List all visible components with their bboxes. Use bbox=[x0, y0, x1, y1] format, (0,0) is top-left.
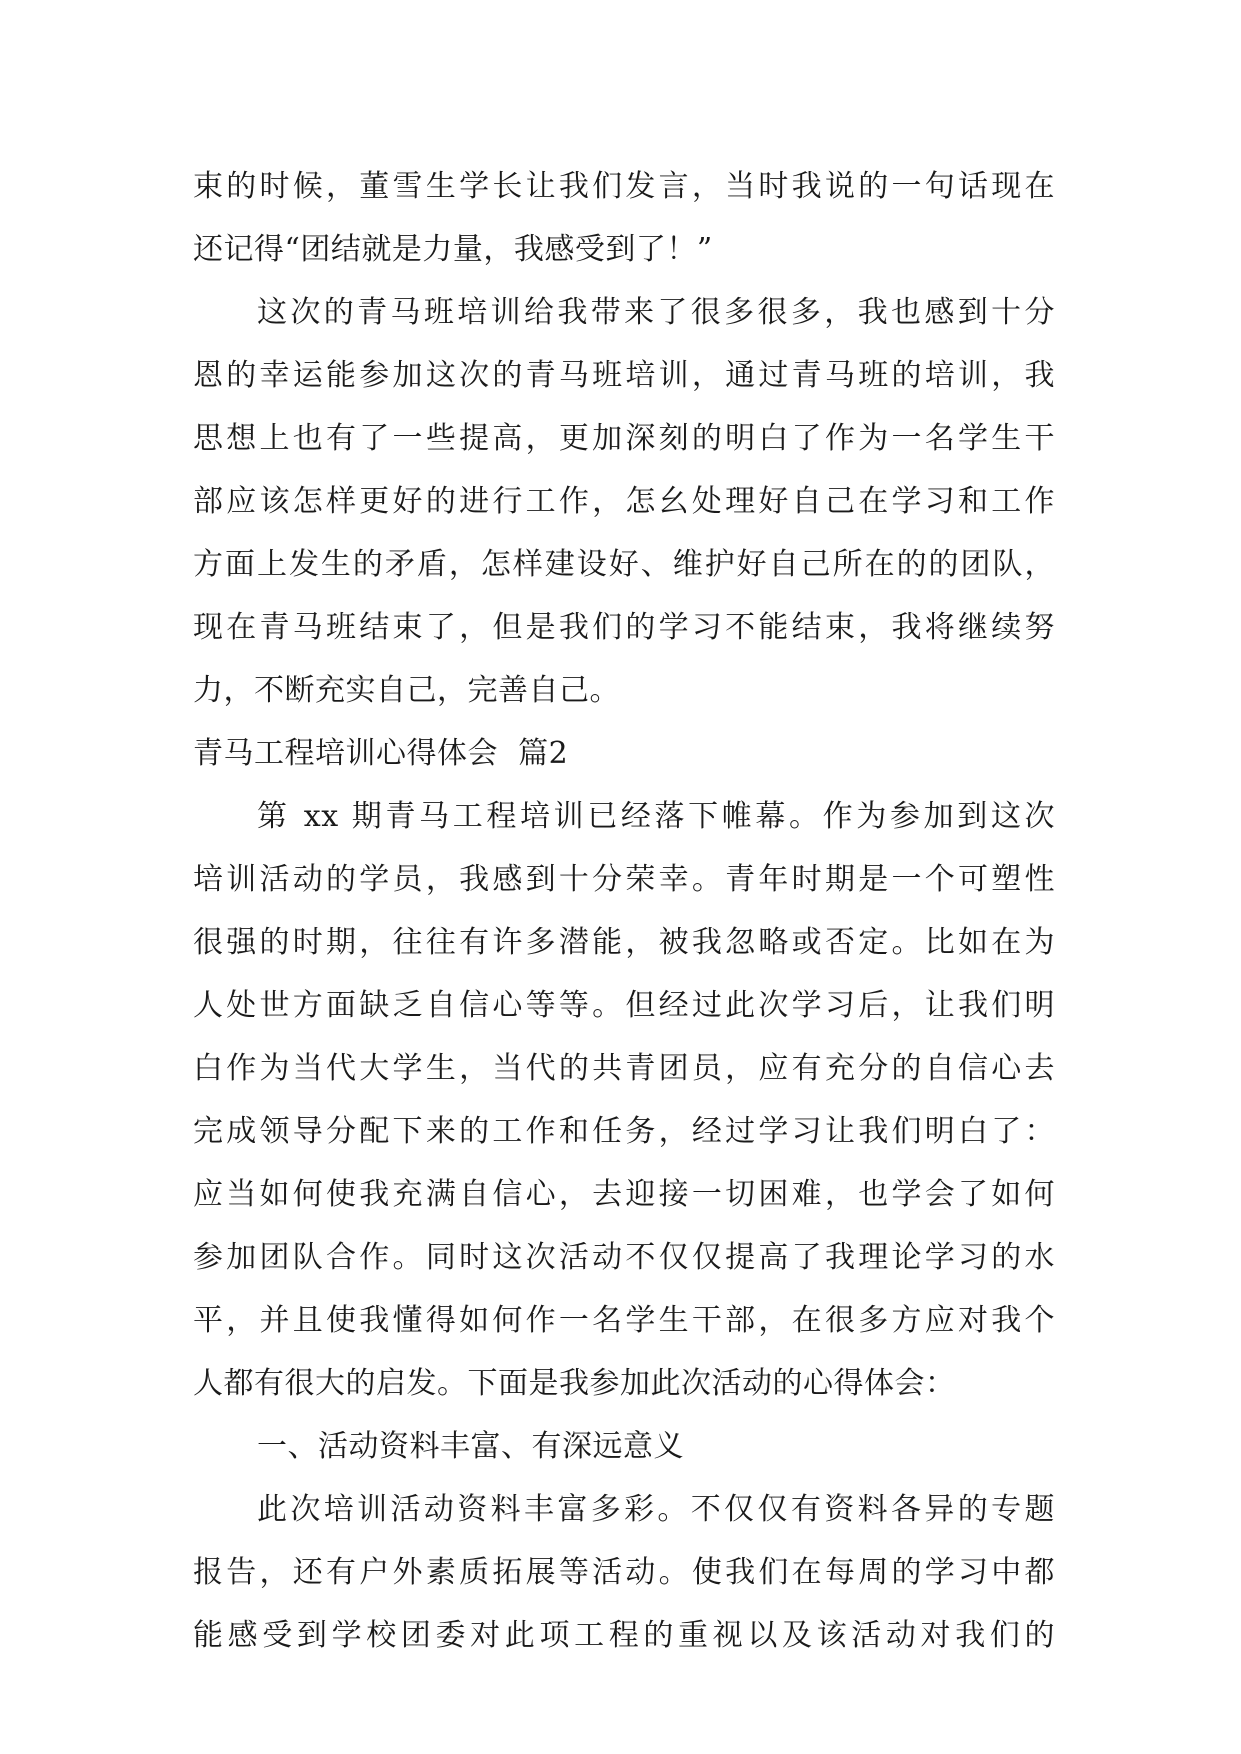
text-line: 完成领导分配下来的工作和任务，经过学习让我们明白了： bbox=[193, 1114, 1055, 1149]
text-line: 培训活动的学员，我感到十分荣幸。青年时期是一个可塑性 bbox=[193, 862, 1055, 897]
text-line: 人处世方面缺乏自信心等等。但经过此次学习后，让我们明 bbox=[193, 988, 1055, 1023]
paragraph-intro bbox=[193, 785, 1055, 1415]
text-line: 第 xx 期青马工程培训已经落下帷幕。作为参加到这次 bbox=[257, 799, 1055, 834]
text-line: 能感受到学校团委对此项工程的重视以及该活动对我们的 bbox=[193, 1618, 1055, 1653]
text-line: 力，不断充实自己，完善自己。 bbox=[193, 673, 620, 708]
continuation-paragraph bbox=[193, 155, 1055, 281]
text-line: 思想上也有了一些提高，更加深刻的明白了作为一名学生干 bbox=[193, 421, 1055, 456]
subheading: 一、活动资料丰富、有深远意义 bbox=[257, 1429, 684, 1464]
text-line: 平，并且使我懂得如何作一名学生干部，在很多方应对我个 bbox=[193, 1303, 1055, 1338]
text-line: 部应该怎样更好的进行工作，怎幺处理好自己在学习和工作 bbox=[193, 484, 1055, 519]
text-line: 现在青马班结束了，但是我们的学习不能结束，我将继续努 bbox=[193, 610, 1055, 645]
text-line: 白作为当代大学生，当代的共青团员，应有充分的自信心去 bbox=[193, 1051, 1055, 1086]
text-line: 束的时候，董雪生学长让我们发言，当时我说的一句话现在 bbox=[193, 169, 1055, 204]
text-line: 报告，还有户外素质拓展等活动。使我们在每周的学习中都 bbox=[193, 1555, 1055, 1590]
text-line: 人都有很大的启发。下面是我参加此次活动的心得体会： bbox=[193, 1366, 956, 1401]
text-line: 此次培训活动资料丰富多彩。不仅仅有资料各异的专题 bbox=[257, 1492, 1055, 1527]
text-line: 参加团队合作。同时这次活动不仅仅提高了我理论学习的水 bbox=[193, 1240, 1055, 1275]
text-line: 还记得“团结就是力量，我感受到了！” bbox=[193, 232, 713, 267]
text-line: 这次的青马班培训给我带来了很多很多，我也感到十分 bbox=[257, 295, 1055, 330]
paragraph-reflection bbox=[193, 281, 1055, 722]
text-line: 应当如何使我充满自信心，去迎接一切困难，也学会了如何 bbox=[193, 1177, 1055, 1212]
section-heading: 青马工程培训心得体会 篇2 bbox=[193, 736, 569, 771]
paragraph-activities bbox=[193, 1478, 1055, 1667]
text-line: 很强的时期，往往有许多潜能，被我忽略或否定。比如在为 bbox=[193, 925, 1055, 960]
text-line: 恩的幸运能参加这次的青马班培训，通过青马班的培训，我 bbox=[193, 358, 1055, 393]
document-body bbox=[193, 155, 1055, 1667]
text-line: 方面上发生的矛盾，怎样建设好、维护好自己所在的的团队， bbox=[193, 547, 1055, 582]
